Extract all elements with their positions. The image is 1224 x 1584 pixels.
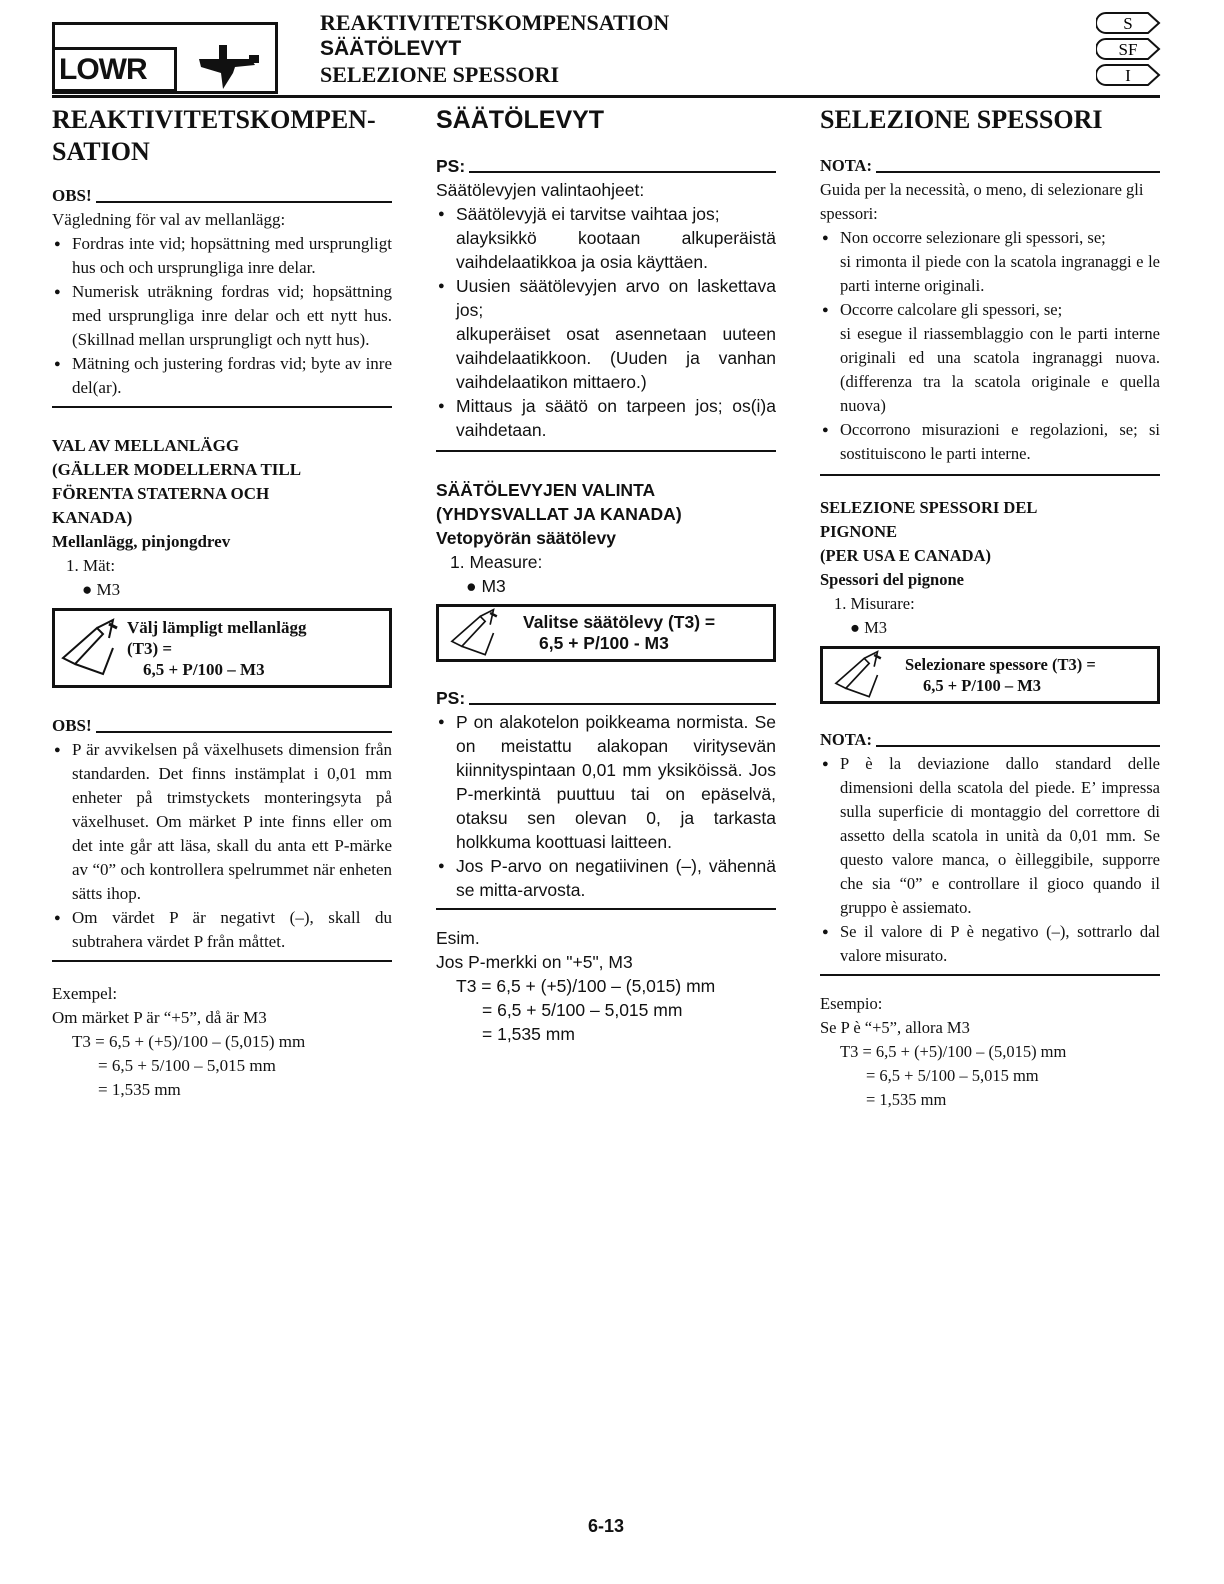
obs-note-header xyxy=(52,714,392,738)
example-label: Exempel: xyxy=(52,984,118,1003)
formula-line: = 6,5 + 5/100 – 5,015 mm xyxy=(866,1066,1039,1085)
step-measure: 1. Measure: xyxy=(450,552,543,572)
list-item xyxy=(820,418,1160,466)
example-label: Esempio: xyxy=(820,994,883,1013)
list-item-text: Occorre calcolare gli spessori, se; xyxy=(840,300,1063,319)
badge-text-s: S xyxy=(1123,14,1133,33)
ps-note-header xyxy=(436,686,776,710)
nota-list xyxy=(820,226,1160,466)
list-item-text: Non occorre selezionare gli spessori, se; xyxy=(840,228,1106,247)
section-logo xyxy=(52,22,278,94)
obs-list xyxy=(52,232,392,400)
language-badges xyxy=(1096,10,1162,88)
obs-list xyxy=(52,738,392,954)
spec-line: (T3) = xyxy=(127,638,173,658)
section-title-italian: SELEZIONE SPESSORI xyxy=(820,105,1103,134)
spec-line: Selezionare spessore (T3) = xyxy=(905,655,1096,674)
subheading-line: (PER USA E CANADA) xyxy=(820,546,991,565)
example-line: Om märket P är “+5”, då är M3 xyxy=(52,1008,267,1027)
title-line: REAKTIVITETSKOMPEN- xyxy=(52,105,376,134)
measuring-tool-icon xyxy=(441,608,511,658)
list-item: ● P är avvikelsen på växelhusets dimension från standarden. Det finns instämplat i 0,01 mm enheter på trimstyckets monteringsyta på växelhuset. Om märket P inte finns eller om det inte går att läsa, skall du anta ett P-märke av “0” och kontrollera spelrummet när enheten sätts ihop. xyxy=(52,738,392,906)
measure-item: ● M3 xyxy=(82,580,121,599)
ps-list xyxy=(436,202,776,442)
ps-note-header xyxy=(436,154,776,178)
subheading-block xyxy=(52,434,392,554)
nota-list xyxy=(820,752,1160,968)
note-end-rule xyxy=(52,406,392,408)
subheading-block xyxy=(436,478,776,550)
step-measure: 1. Misurare: xyxy=(834,594,915,613)
spec-text xyxy=(895,654,1096,696)
measure-item-label: M3 xyxy=(96,580,121,599)
badge-outline-icon xyxy=(1096,62,1162,88)
subheading-line: SELEZIONE SPESSORI DEL xyxy=(820,498,1038,517)
section-title-swedish xyxy=(52,104,392,168)
list-item-text: Mittaus ja säätö on tarpeen jos; os(i)a vaihdetaan. xyxy=(456,396,776,440)
list-item: ● Fordras inte vid; hopsättning med ursprungligt hus och och ursprungliga inre delar. xyxy=(52,232,392,280)
list-item: ● Jos P-arvo on negatiivinen (–), vähennä se mitta-arvosta. xyxy=(436,854,776,902)
column-italian xyxy=(820,104,1160,1112)
ps-list xyxy=(436,710,776,902)
list-item xyxy=(820,298,1160,418)
badge-text-i: I xyxy=(1125,66,1131,85)
ps-label: PS: xyxy=(436,156,466,176)
measure-item: ● M3 xyxy=(850,618,888,637)
obs-note-header xyxy=(52,184,392,208)
spec-text xyxy=(127,617,306,680)
obs-intro: Vägledning för val av mellanlägg: xyxy=(52,210,286,229)
measuring-tool-icon xyxy=(57,618,127,678)
section-title-finnish: SÄÄTÖLEVYT xyxy=(436,106,605,134)
subheading-line: KANADA) xyxy=(52,508,133,527)
note-end-rule xyxy=(820,974,1160,976)
measuring-tool-icon xyxy=(825,650,895,700)
language-badge-i xyxy=(1096,62,1162,88)
formula-line: = 1,535 mm xyxy=(482,1024,575,1044)
list-item: ● Numerisk uträkning fordras vid; hopsättning med ursprungliga inre delar och ett nytt hus. (Skillnad mellan ursprungligt och nytt hus). xyxy=(52,280,392,352)
note-end-rule xyxy=(436,450,776,452)
spec-text xyxy=(511,612,715,654)
header-titles xyxy=(320,10,669,88)
logo-label-box xyxy=(55,47,177,92)
subheading-line: SÄÄTÖLEVYJEN VALINTA xyxy=(436,480,656,500)
header-title-finnish: SÄÄTÖLEVYT xyxy=(320,37,462,60)
formula-line: = 1,535 mm xyxy=(98,1080,181,1099)
badge-text-sf: SF xyxy=(1118,40,1138,59)
measure-item: ● M3 xyxy=(466,576,506,596)
language-badge-sf xyxy=(1096,36,1162,62)
column-swedish xyxy=(52,104,392,1102)
column-finnish xyxy=(436,104,776,1046)
list-item-text: Occorrono misurazioni e regolazioni, se; si sostituiscono le parti interne. xyxy=(840,420,1160,463)
nota-label: NOTA: xyxy=(820,156,872,175)
formula-line: T3 = 6,5 + (+5)/100 – (5,015) mm xyxy=(840,1042,1067,1061)
list-item: ● P è la deviazione dallo standard delle dimensioni della scatola del piede. E’ impressa sulla superficie di montaggio del correttore di assetto della scatola in unità da 0,01 mm. Se questo valore manca, o èilleggibile, supporre che sia “0” e controllare il gioco quando il gruppo è assiemato. xyxy=(820,752,1160,920)
list-item xyxy=(436,202,776,274)
list-item: ● Se il valore di P è negativo (–), sottrarlo dal valore misurato. xyxy=(820,920,1160,968)
list-item xyxy=(436,274,776,394)
spec-box xyxy=(52,608,392,688)
step-measure: 1. Mät: xyxy=(66,556,116,575)
nota-intro: Guida per la necessità, o meno, di selezionare gli spessori: xyxy=(820,180,1144,223)
spec-line: Välj lämpligt mellanlägg xyxy=(127,617,307,637)
formula-line: = 1,535 mm xyxy=(866,1090,947,1109)
list-item-subtext: alayksikkö kootaan alkuperäistä vaihdelaatikkoa ja osia käyttäen. xyxy=(456,228,776,272)
list-item-subtext: alkuperäiset osat asennetaan uuteen vaihdelaatikkoon. (Uuden ja vanhan vaihdelaatikon mittaero.) xyxy=(456,324,776,392)
obs-label: OBS! xyxy=(52,716,92,735)
formula-line: = 6,5 + 5/100 – 5,015 mm xyxy=(98,1056,276,1075)
obs-label: OBS! xyxy=(52,186,92,205)
spec-box xyxy=(820,646,1160,704)
subheading-line: Vetopyörän säätölevy xyxy=(436,528,616,548)
language-badge-s xyxy=(1096,10,1162,36)
example-line: Se P è “+5”, allora M3 xyxy=(820,1018,970,1037)
list-item xyxy=(820,226,1160,298)
example-label: Esim. xyxy=(436,928,480,948)
spec-line: Valitse säätölevy (T3) = xyxy=(523,612,716,632)
ps-label: PS: xyxy=(436,688,466,708)
list-item-text: Uusien säätölevyjen arvo on laskettava jos; xyxy=(456,276,776,320)
measure-item-label: M3 xyxy=(864,618,888,637)
spec-box xyxy=(436,604,776,662)
subheading-line: (GÄLLER MODELLERNA TILL xyxy=(52,460,302,479)
measure-item-label: M3 xyxy=(481,576,506,596)
spec-line: 6,5 + P/100 – M3 xyxy=(923,676,1042,695)
header-rule xyxy=(52,95,1160,98)
list-item: ● P on alakotelon poikkeama normista. Se on meistattu alakopan viritysevän kiinnityspintaan 0,01 mm yksiköissä. Jos P-merkintä puuttuu tai on epäselvä, otaksu sen olevan 0, ja tarkasta holkkuma koottuasi laitteen. xyxy=(436,710,776,854)
list-item-text: Säätölevyjä ei tarvitse vaihtaa jos; xyxy=(456,204,720,224)
badge-outline-icon xyxy=(1096,10,1162,36)
spec-line: 6,5 + P/100 - M3 xyxy=(539,633,669,653)
note-end-rule xyxy=(52,960,392,962)
formula-line: T3 = 6,5 + (+5)/100 – (5,015) mm xyxy=(456,976,716,996)
example-line: Jos P-merkki on "+5", M3 xyxy=(436,952,633,972)
subheading-line: FÖRENTA STATERNA OCH xyxy=(52,484,270,503)
ps-intro: Säätölevyjen valintaohjeet: xyxy=(436,180,645,200)
nota-header xyxy=(820,154,1160,178)
nota-label: NOTA: xyxy=(820,730,872,749)
subheading-block xyxy=(820,496,1160,592)
header-title-swedish: REAKTIVITETSKOMPENSATION xyxy=(320,10,670,35)
list-item: ● Mätning och justering fordras vid; byte av inre del(ar). xyxy=(52,352,392,400)
subheading-line: Spessori del pignone xyxy=(820,570,964,589)
list-item-subtext: si esegue il riassemblaggio con le parti interne originali ed una scatola ingranaggi nuova. (differenza tra la scatola originale e quella nuova) xyxy=(840,324,1160,415)
title-line: SATION xyxy=(52,137,150,166)
lower-unit-icon xyxy=(193,43,265,91)
list-item xyxy=(436,394,776,442)
formula-line: = 6,5 + 5/100 – 5,015 mm xyxy=(482,1000,683,1020)
note-end-rule xyxy=(436,908,776,910)
formula-line: T3 = 6,5 + (+5)/100 – (5,015) mm xyxy=(72,1032,306,1051)
nota-header xyxy=(820,728,1160,752)
subheading-line: Mellanlägg, pinjongdrev xyxy=(52,532,231,551)
header-title-italian: SELEZIONE SPESSORI xyxy=(320,62,560,87)
subheading-line: PIGNONE xyxy=(820,522,898,541)
subheading-line: VAL AV MELLANLÄGG xyxy=(52,436,240,455)
list-item: ● Om värdet P är negativt (–), skall du subtrahera värdet P från måttet. xyxy=(52,906,392,954)
spec-line: 6,5 + P/100 – M3 xyxy=(143,659,265,679)
subheading-line: (YHDYSVALLAT JA KANADA) xyxy=(436,504,682,524)
list-item-subtext: si rimonta il piede con la scatola ingranaggi e le parti interne originali. xyxy=(840,252,1160,295)
page-number: 6-13 xyxy=(588,1516,625,1536)
badge-outline-icon xyxy=(1096,36,1162,62)
logo-text: LOWR xyxy=(59,52,147,86)
note-end-rule xyxy=(820,474,1160,476)
